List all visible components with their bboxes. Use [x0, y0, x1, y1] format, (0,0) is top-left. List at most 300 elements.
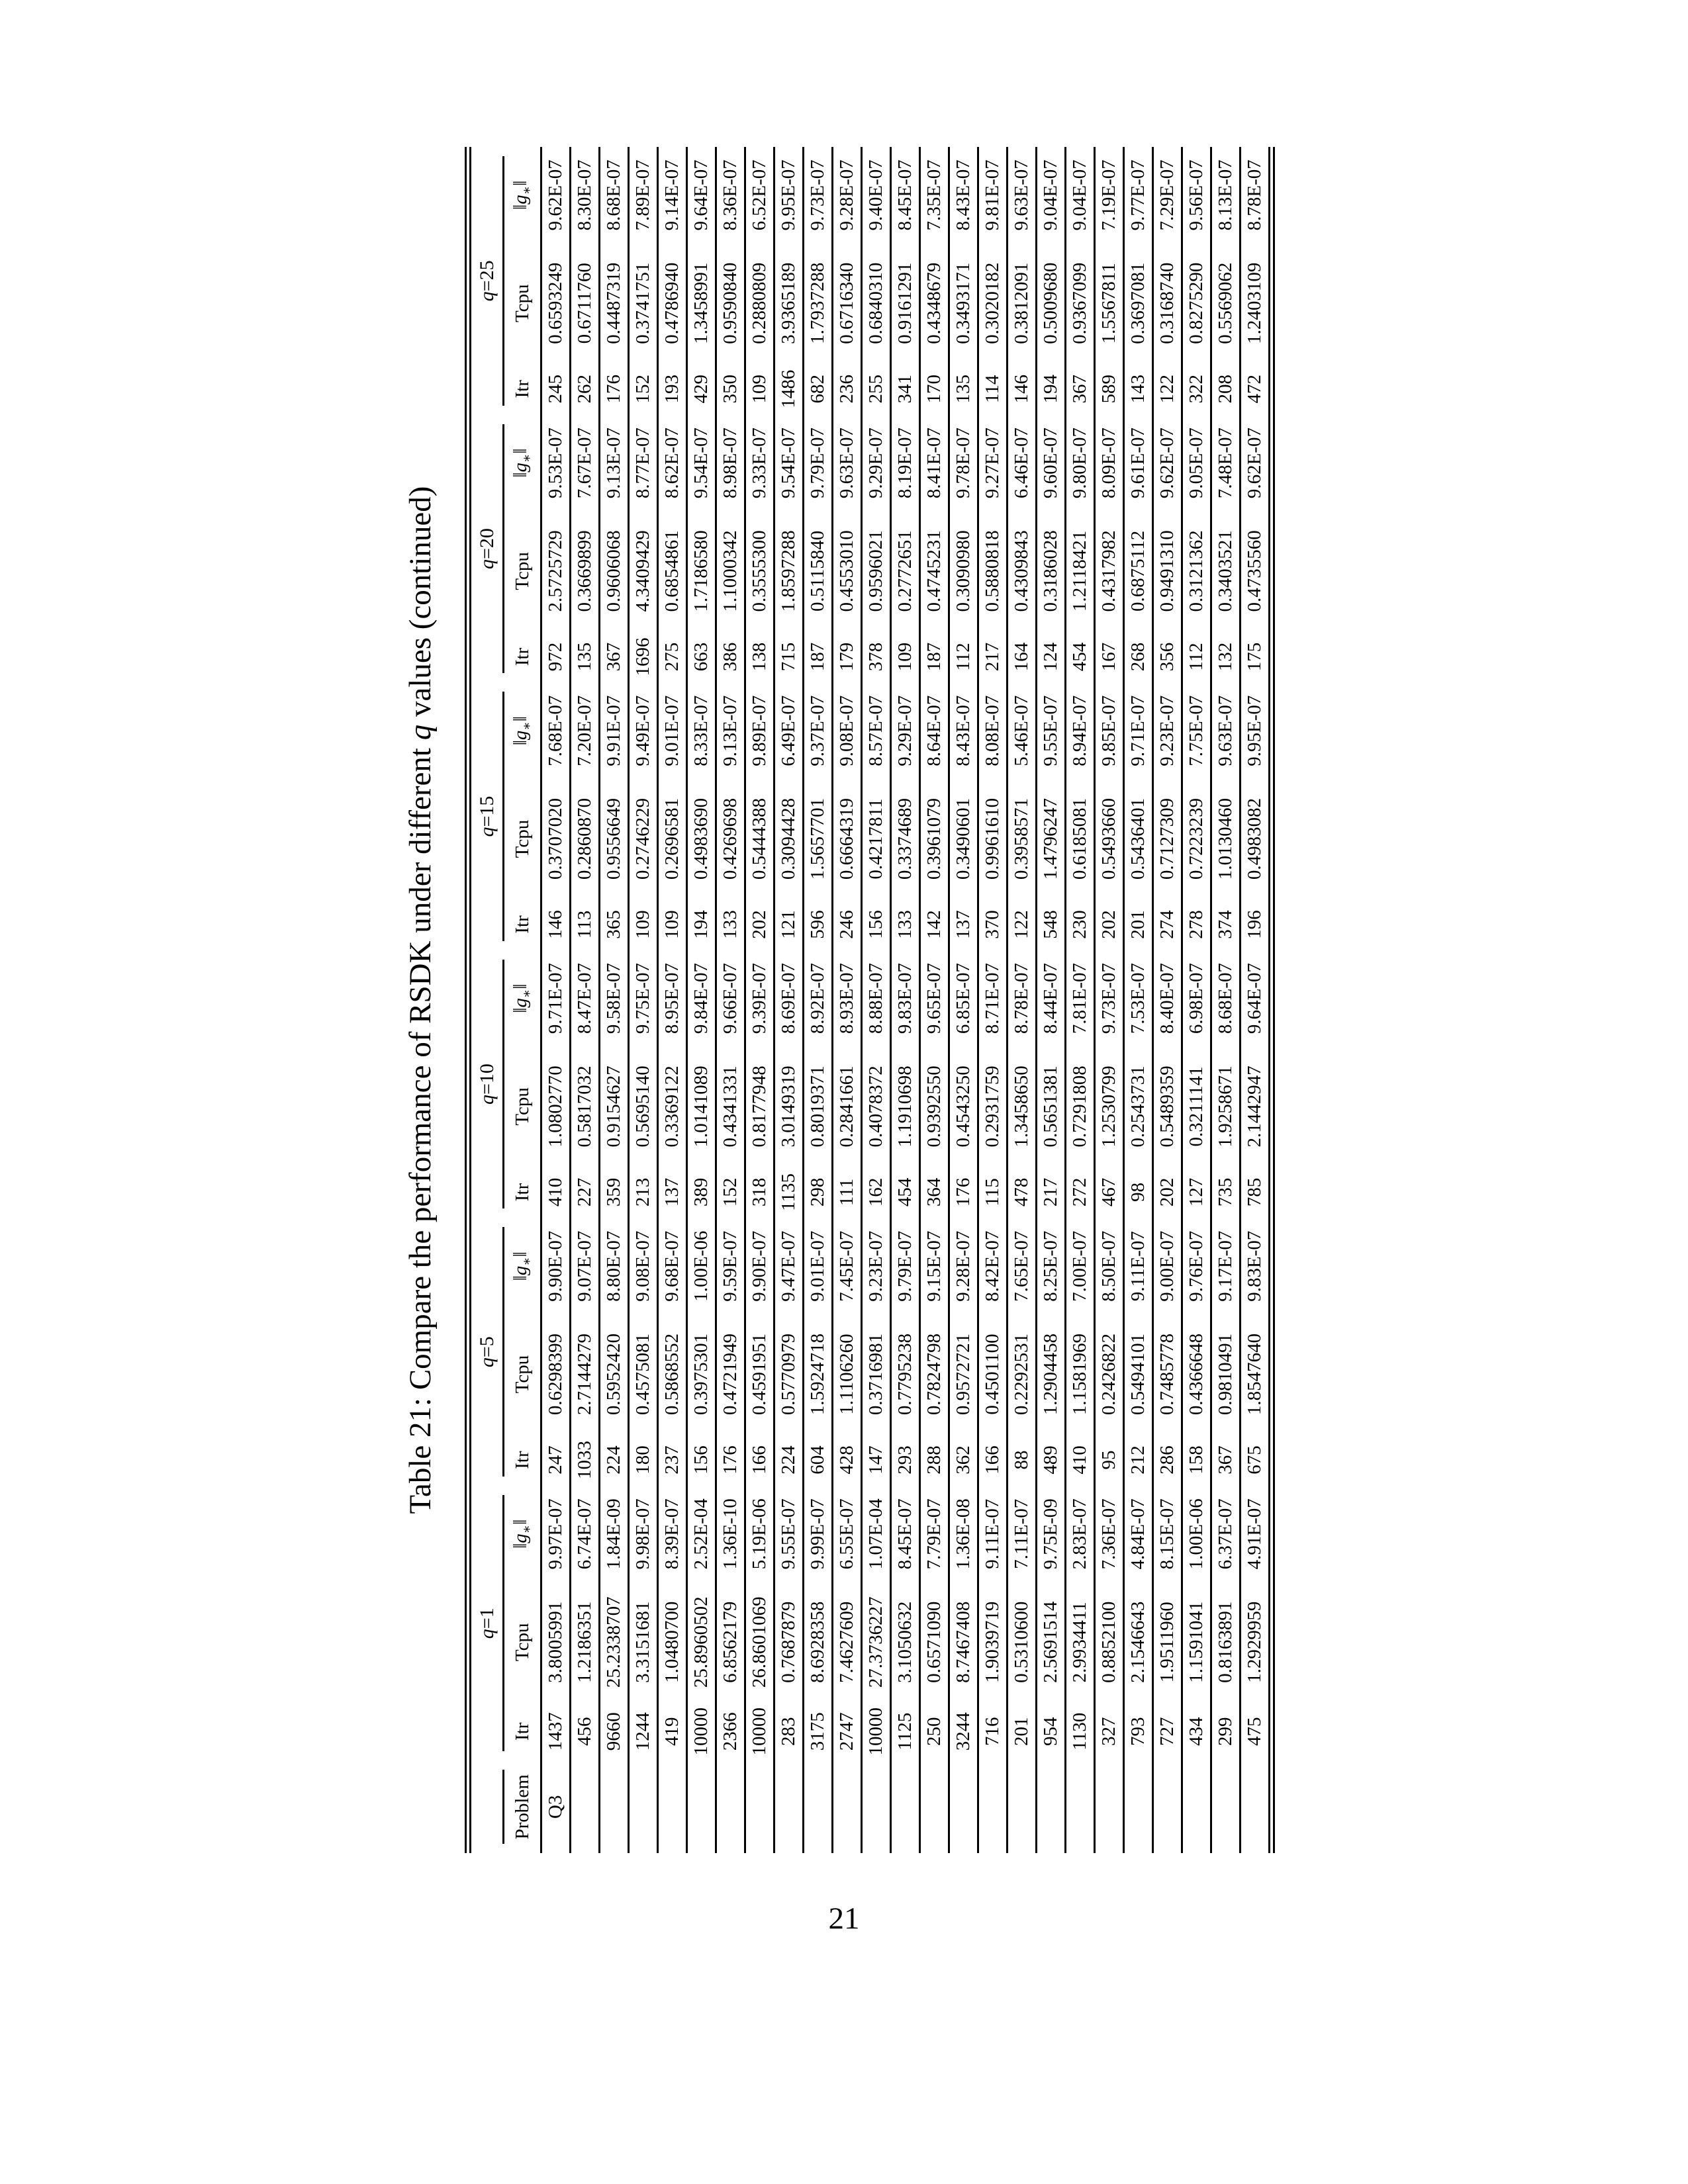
cell-itr: 1486: [774, 363, 804, 415]
cell-gnorm: 8.43E-07: [949, 682, 978, 779]
cell-tcpu: 0.3493171: [949, 244, 978, 363]
cell-itr: 272: [1066, 1166, 1095, 1218]
cell-itr: 793: [1124, 1702, 1153, 1761]
cell-tcpu: 7.4627609: [833, 1582, 862, 1702]
header-group-q20: [468, 415, 504, 683]
table-row: [1037, 147, 1066, 1853]
cell-tcpu: 1.0802770: [541, 1046, 571, 1166]
cell-gnorm: 8.94E-07: [1066, 682, 1095, 779]
cell-tcpu: 0.2860870: [571, 779, 600, 899]
cell-gnorm: 9.75E-07: [629, 950, 658, 1047]
cell-gnorm: 7.36E-07: [1095, 1486, 1124, 1582]
cell-itr: 132: [1211, 631, 1241, 682]
cell-itr: 224: [600, 1434, 629, 1486]
cell-itr: 230: [1066, 899, 1095, 950]
cell-gnorm: 9.62E-07: [541, 147, 571, 244]
cell-itr: 138: [745, 631, 774, 682]
group-math-var: q: [475, 1629, 498, 1639]
cell-tcpu: 1.0130460: [1211, 779, 1241, 899]
cell-gnorm: 6.46E-07: [1008, 415, 1037, 512]
cell-gnorm: 9.13E-07: [716, 682, 745, 779]
cell-gnorm: 8.36E-07: [716, 147, 745, 244]
cell-gnorm: 9.49E-07: [629, 682, 658, 779]
cell-gnorm: 9.17E-07: [1211, 1218, 1241, 1314]
cell-itr: 122: [1153, 363, 1182, 415]
cell-tcpu: 1.7937288: [804, 244, 833, 363]
results-table-head: [468, 147, 541, 1853]
cell-gnorm: 8.43E-07: [949, 147, 978, 244]
cell-gnorm: 9.79E-07: [804, 415, 833, 512]
cell-itr: 224: [774, 1434, 804, 1486]
cell-itr: 1696: [629, 631, 658, 682]
cell-itr: 217: [978, 631, 1008, 682]
group-math-var: q: [475, 1095, 498, 1105]
cell-gnorm: 8.57E-07: [862, 682, 891, 779]
cell-itr: 112: [1182, 631, 1211, 682]
cell-gnorm: 9.01E-07: [658, 682, 687, 779]
cell-gnorm: 9.78E-07: [949, 415, 978, 512]
cell-gnorm: 9.60E-07: [1037, 415, 1066, 512]
cell-tcpu: 0.5115840: [804, 511, 833, 631]
cell-itr: 201: [1124, 899, 1153, 950]
cell-tcpu: 0.8852100: [1095, 1582, 1124, 1702]
cell-gnorm: 9.63E-07: [833, 415, 862, 512]
cell-itr: 166: [745, 1434, 774, 1486]
header-group-q5: [468, 1218, 504, 1486]
cell-gnorm: 8.33E-07: [687, 682, 716, 779]
cell-gnorm: 8.09E-07: [1095, 415, 1124, 512]
table-row: [1153, 147, 1182, 1853]
cell-itr: 152: [629, 363, 658, 415]
cell-tcpu: 2.9934411: [1066, 1582, 1095, 1702]
cell-gnorm: 8.68E-07: [600, 147, 629, 244]
cell-problem: [600, 1761, 629, 1854]
cell-gnorm: 9.07E-07: [571, 1218, 600, 1314]
cell-itr: 156: [687, 1434, 716, 1486]
cell-tcpu: 1.0480700: [658, 1582, 687, 1702]
cell-tcpu: 0.9556649: [600, 779, 629, 899]
table-caption-prefix: Table 21: Compare the performance of RSDK under different: [403, 740, 438, 1514]
table-row: [1211, 147, 1241, 1853]
cell-itr: 187: [804, 631, 833, 682]
cell-tcpu: 0.4341331: [716, 1046, 745, 1166]
cell-gnorm: 8.25E-07: [1037, 1218, 1066, 1314]
cell-gnorm: 8.71E-07: [978, 950, 1008, 1047]
gnorm-subscript: ∗: [519, 453, 534, 463]
header-tcpu-q5: Tcpu: [504, 244, 541, 363]
table-row: [1095, 147, 1124, 1853]
cell-tcpu: 0.3121362: [1182, 511, 1211, 631]
cell-itr: 194: [687, 899, 716, 950]
cell-tcpu: 0.3812091: [1008, 244, 1037, 363]
cell-tcpu: 3.1050632: [891, 1582, 920, 1702]
cell-gnorm: 4.91E-07: [1244, 1498, 1265, 1570]
cell-gnorm: 8.41E-07: [920, 415, 949, 512]
cell-itr: 135: [571, 631, 600, 682]
cell-gnorm: 8.93E-07: [833, 950, 862, 1047]
cell-gnorm: 7.89E-07: [629, 147, 658, 244]
cell-tcpu: 0.7824798: [920, 1314, 949, 1434]
cell-gnorm: 7.19E-07: [1095, 147, 1124, 244]
cell-gnorm: 8.39E-07: [658, 1486, 687, 1582]
cell-gnorm: 9.00E-07: [1153, 1218, 1182, 1314]
gnorm-var: g: [510, 462, 532, 473]
cell-gnorm: 9.68E-07: [658, 1218, 687, 1314]
cell-gnorm: 7.53E-07: [1124, 950, 1153, 1047]
header-group-q10: [468, 950, 504, 1218]
cell-gnorm: 9.08E-07: [833, 682, 862, 779]
table-row: [629, 147, 658, 1853]
cell-gnorm: 8.88E-07: [862, 950, 891, 1047]
gnorm-var: g: [510, 195, 532, 205]
cell-tcpu: 0.6875112: [1124, 511, 1153, 631]
cell-tcpu: 0.6593249: [541, 244, 571, 363]
cell-gnorm: 9.91E-07: [600, 682, 629, 779]
cell-itr: 283: [774, 1702, 804, 1761]
gnorm-subscript: ∗: [519, 989, 534, 998]
cell-itr: 109: [629, 899, 658, 950]
cell-tcpu: 0.8275290: [1182, 244, 1211, 363]
cell-gnorm: 8.47E-07: [571, 950, 600, 1047]
cell-itr: 274: [1153, 899, 1182, 950]
cell-tcpu: 0.2696581: [658, 779, 687, 899]
cell-gnorm: 9.33E-07: [745, 415, 774, 512]
cell-itr: 359: [600, 1166, 629, 1218]
cell-problem: [862, 1761, 891, 1854]
header-itr-q2: Itr: [504, 1166, 541, 1218]
header-tcpu-q0: Tcpu: [504, 1582, 541, 1702]
cell-gnorm: 9.55E-07: [774, 1486, 804, 1582]
cell-itr: 954: [1037, 1702, 1066, 1761]
cell-tcpu: 25.2338707: [600, 1582, 629, 1702]
cell-gnorm: 7.45E-07: [833, 1218, 862, 1314]
cell-gnorm: 8.15E-07: [1153, 1486, 1182, 1582]
cell-itr: 156: [862, 899, 891, 950]
cell-gnorm: 7.75E-07: [1182, 682, 1211, 779]
cell-tcpu: 0.3094428: [774, 779, 804, 899]
page-number: 21: [828, 1901, 860, 1936]
cell-tcpu: 0.6854861: [658, 511, 687, 631]
cell-gnorm: 9.04E-07: [1066, 147, 1095, 244]
cell-tcpu: 0.9491310: [1153, 511, 1182, 631]
cell-tcpu: 0.4217811: [862, 779, 891, 899]
header-gnorm-q0: $‖g_∗‖$: [504, 1486, 541, 1582]
cell-itr: 327: [1095, 1702, 1124, 1761]
cell-gnorm: 7.20E-07: [571, 682, 600, 779]
cell-itr: 1244: [629, 1702, 658, 1761]
cell-gnorm: 9.04E-07: [1037, 147, 1066, 244]
cell-itr: 367: [1066, 363, 1095, 415]
cell-tcpu: 0.8019371: [804, 1046, 833, 1166]
cell-itr: 378: [862, 631, 891, 682]
cell-itr: 167: [1095, 631, 1124, 682]
cell-gnorm: 9.05E-07: [1182, 415, 1211, 512]
cell-tcpu: 0.3211141: [1182, 1046, 1211, 1166]
cell-itr: 367: [1211, 1434, 1241, 1486]
table-wrapper: [465, 147, 1275, 1853]
cell-tcpu: 2.5725729: [541, 511, 571, 631]
cell-itr: 589: [1095, 363, 1124, 415]
results-table-body: [541, 147, 1272, 1853]
cell-itr: 162: [862, 1166, 891, 1218]
cell-tcpu: 0.7485778: [1153, 1314, 1182, 1434]
cell-itr: 113: [571, 899, 600, 950]
cell-itr: 434: [1182, 1702, 1211, 1761]
cell-gnorm: 9.27E-07: [978, 415, 1008, 512]
cell-itr: 288: [920, 1434, 949, 1486]
cell-itr: 454: [1066, 631, 1095, 682]
header-gnorm-q1: $‖g_∗‖$: [504, 1218, 541, 1314]
cell-problem: [716, 1761, 745, 1854]
cell-tcpu: 1.7186580: [687, 511, 716, 631]
cell-tcpu: 0.2426822: [1095, 1314, 1124, 1434]
table-row: [774, 147, 804, 1853]
cell-gnorm: 7.79E-07: [920, 1486, 949, 1582]
cell-tcpu: 0.4745231: [920, 511, 949, 631]
cell-tcpu: 0.9161291: [891, 244, 920, 363]
cell-tcpu: 0.7687879: [774, 1582, 804, 1702]
cell-itr: 675: [1244, 1445, 1265, 1475]
sideways-table-container: [404, 147, 1278, 1853]
group-label-with-cmidrule: q=15: [472, 692, 504, 940]
cell-gnorm: 9.40E-07: [862, 147, 891, 244]
cell-gnorm: 9.99E-07: [804, 1486, 833, 1582]
cell-tcpu: 0.3186028: [1037, 511, 1066, 631]
cell-tcpu: 0.4269698: [716, 779, 745, 899]
group-math-var: q: [475, 559, 498, 570]
cell-gnorm: 9.65E-07: [920, 950, 949, 1047]
cell-problem: [687, 1761, 716, 1854]
cell-problem: [1095, 1761, 1124, 1854]
cell-tcpu: 1.2530799: [1095, 1046, 1124, 1166]
group-label-with-cmidrule: q=10: [472, 960, 504, 1209]
cell-tcpu: 0.4078372: [862, 1046, 891, 1166]
cell-itr: 146: [541, 899, 571, 950]
cell-gnorm: 8.95E-07: [658, 950, 687, 1047]
cell-gnorm: 9.95E-07: [1244, 695, 1265, 766]
cell-itr: 364: [920, 1166, 949, 1218]
table-row: [1124, 147, 1153, 1853]
cell-tcpu: 0.8163891: [1211, 1582, 1241, 1702]
cell-tcpu: 0.9810491: [1211, 1314, 1241, 1434]
cell-tcpu: 0.4591951: [745, 1314, 774, 1434]
cell-itr: 176: [600, 363, 629, 415]
cell-tcpu: 3.3151681: [629, 1582, 658, 1702]
cell-itr: 176: [716, 1434, 745, 1486]
cell-gnorm: 8.44E-07: [1037, 950, 1066, 1047]
cell-tcpu: 0.4786940: [658, 244, 687, 363]
cell-gnorm: 9.47E-07: [774, 1218, 804, 1314]
gnorm-subscript: ∗: [519, 1524, 534, 1534]
cell-itr: 115: [978, 1166, 1008, 1218]
cell-tcpu: 0.4348679: [920, 244, 949, 363]
cell-tcpu: 0.5444388: [745, 779, 774, 899]
group-math-var: q: [475, 1357, 498, 1368]
header-problem-spacer: [468, 1761, 504, 1854]
cell-tcpu: 0.5494101: [1124, 1314, 1153, 1434]
cell-problem: [774, 1761, 804, 1854]
cell-gnorm: 9.53E-07: [541, 415, 571, 512]
cell-tcpu: 0.7127309: [1153, 779, 1182, 899]
cell-itr: 350: [716, 363, 745, 415]
cell-tcpu: 1.2118421: [1066, 511, 1095, 631]
cell-gnorm: 5.19E-06: [745, 1486, 774, 1582]
table-row: [804, 147, 833, 1853]
cell-gnorm: 7.81E-07: [1066, 950, 1095, 1047]
cell-gnorm: 9.23E-07: [862, 1218, 891, 1314]
cell-tcpu: 0.3716981: [862, 1314, 891, 1434]
cell-gnorm: 8.64E-07: [920, 682, 949, 779]
cell-problem: [1066, 1761, 1095, 1854]
cell-tcpu: 0.6711760: [571, 244, 600, 363]
cell-tcpu: 1.5657701: [804, 779, 833, 899]
cell-tcpu: 0.6185081: [1066, 779, 1095, 899]
table-row: [1066, 147, 1095, 1853]
cell-itr: 217: [1037, 1166, 1066, 1218]
cell-gnorm: 7.67E-07: [571, 415, 600, 512]
cell-tcpu: 0.6664319: [833, 779, 862, 899]
cell-gnorm: 8.19E-07: [891, 415, 920, 512]
cell-gnorm: 6.49E-07: [774, 682, 804, 779]
cell-gnorm: 7.65E-07: [1008, 1218, 1037, 1314]
cell-itr: 122: [1008, 899, 1037, 950]
cell-itr: 112: [949, 631, 978, 682]
cell-gnorm: 8.45E-07: [891, 147, 920, 244]
cell-gnorm: 8.45E-07: [891, 1486, 920, 1582]
cell-itr: 318: [745, 1166, 774, 1218]
header-tcpu-q3: Tcpu: [504, 779, 541, 899]
cell-gnorm: 9.28E-07: [833, 147, 862, 244]
cell-itr: 212: [1124, 1434, 1153, 1486]
cell-gnorm: 9.37E-07: [804, 682, 833, 779]
cell-itr: 419: [658, 1702, 687, 1761]
cell-tcpu: 27.3736227: [862, 1582, 891, 1702]
cell-tcpu: 1.9511960: [1153, 1582, 1182, 1702]
cell-itr: 1125: [891, 1702, 920, 1761]
cell-tcpu: 0.4543250: [949, 1046, 978, 1166]
cell-problem: [1124, 1761, 1153, 1854]
cell-itr: 245: [541, 363, 571, 415]
cell-tcpu: 1.5567811: [1095, 244, 1124, 363]
cell-itr: 475: [1244, 1717, 1265, 1746]
cell-itr: 124: [1037, 631, 1066, 682]
header-group-q1: [468, 1486, 504, 1761]
cell-gnorm: 8.68E-07: [1211, 950, 1241, 1047]
cell-tcpu: 1.9258671: [1211, 1046, 1241, 1166]
cell-tcpu: 0.2292531: [1008, 1314, 1037, 1434]
table-row: [600, 147, 629, 1853]
cell-gnorm: 9.55E-07: [1037, 682, 1066, 779]
cell-gnorm: 9.71E-07: [1124, 682, 1153, 779]
cell-gnorm: 6.37E-07: [1211, 1486, 1241, 1582]
cell-itr: 109: [745, 363, 774, 415]
cell-itr: 109: [891, 631, 920, 682]
header-problem: Problem: [504, 1761, 541, 1854]
cell-gnorm: 8.08E-07: [978, 682, 1008, 779]
cell-itr: 10000: [687, 1702, 716, 1761]
cell-gnorm: 9.29E-07: [862, 415, 891, 512]
group-label-with-cmidrule: q=1: [472, 1495, 504, 1752]
cell-itr: 201: [1008, 1702, 1037, 1761]
header-itr-q0: Itr: [504, 1702, 541, 1761]
cell-itr: 137: [949, 899, 978, 950]
cell-itr: 194: [1037, 363, 1066, 415]
cell-problem: [891, 1761, 920, 1854]
cell-gnorm: 9.66E-07: [716, 950, 745, 1047]
cell-gnorm: 9.23E-07: [1153, 682, 1182, 779]
gnorm-subscript: ∗: [519, 721, 534, 731]
cell-itr: 286: [1153, 1434, 1182, 1486]
cell-tcpu: 1.1581969: [1066, 1314, 1095, 1434]
cell-itr: 10000: [745, 1702, 774, 1761]
cell-problem: [1182, 1761, 1211, 1854]
cell-tcpu: 1.1591041: [1182, 1582, 1211, 1702]
cell-tcpu: 0.4735560: [1244, 530, 1265, 612]
header-tcpu-q2: Tcpu: [504, 1046, 541, 1166]
cell-itr: 374: [1211, 899, 1241, 950]
cell-gnorm: 8.78E-07: [1244, 159, 1265, 231]
cell-itr: 370: [978, 899, 1008, 950]
gnorm-subscript: ∗: [519, 1257, 534, 1266]
cell-itr: 127: [1182, 1166, 1211, 1218]
cell-tcpu: 0.5817032: [571, 1046, 600, 1166]
cell-itr: 456: [571, 1702, 600, 1761]
cell-tcpu: 0.4317982: [1095, 511, 1124, 631]
cell-itr: 341: [891, 363, 920, 415]
cell-gnorm: 9.90E-07: [541, 1218, 571, 1314]
table-row: [541, 147, 571, 1853]
cell-itr: 604: [804, 1434, 833, 1486]
cell-gnorm: 1.00E-06: [1182, 1486, 1211, 1582]
cell-gnorm: 9.62E-07: [1153, 415, 1182, 512]
cell-itr: 114: [978, 363, 1008, 415]
cell-tcpu: 1.3458991: [687, 244, 716, 363]
cmidrule-problem: [472, 1770, 504, 1844]
cell-tcpu: 0.9572721: [949, 1314, 978, 1434]
cell-gnorm: 6.55E-07: [833, 1486, 862, 1582]
cell-itr: 246: [833, 899, 862, 950]
cell-gnorm: 8.80E-07: [600, 1218, 629, 1314]
cell-gnorm: 6.74E-07: [571, 1486, 600, 1582]
cell-gnorm: 9.76E-07: [1182, 1218, 1211, 1314]
cell-gnorm: 9.85E-07: [1095, 682, 1124, 779]
cell-gnorm: 9.83E-07: [1244, 1230, 1265, 1302]
cell-gnorm: 8.30E-07: [571, 147, 600, 244]
cell-gnorm: 9.90E-07: [745, 1218, 774, 1314]
cell-gnorm: 9.56E-07: [1182, 147, 1211, 244]
cell-problem: [804, 1761, 833, 1854]
results-table: [465, 147, 1275, 1853]
header-itr-q4: Itr: [504, 631, 541, 682]
cell-gnorm: 9.73E-07: [1095, 950, 1124, 1047]
cell-itr: 3175: [804, 1702, 833, 1761]
cell-tcpu: 6.8562179: [716, 1582, 745, 1702]
group-label-with-cmidrule: q=25: [472, 156, 504, 406]
cell-itr: 596: [804, 899, 833, 950]
cell-itr: 472: [1244, 375, 1265, 404]
cell-gnorm: 9.54E-07: [687, 415, 716, 512]
cell-itr: 147: [862, 1434, 891, 1486]
cell-itr: 268: [1124, 631, 1153, 682]
cell-gnorm: 9.89E-07: [745, 682, 774, 779]
cell-tcpu: 1.5924718: [804, 1314, 833, 1434]
cell-tcpu: 0.4501100: [978, 1314, 1008, 1434]
cell-tcpu: 1.2403109: [1244, 262, 1265, 344]
cell-itr: 133: [891, 899, 920, 950]
cell-itr: 158: [1182, 1434, 1211, 1486]
cell-tcpu: 8.7467408: [949, 1582, 978, 1702]
cell-itr: 489: [1037, 1434, 1066, 1486]
